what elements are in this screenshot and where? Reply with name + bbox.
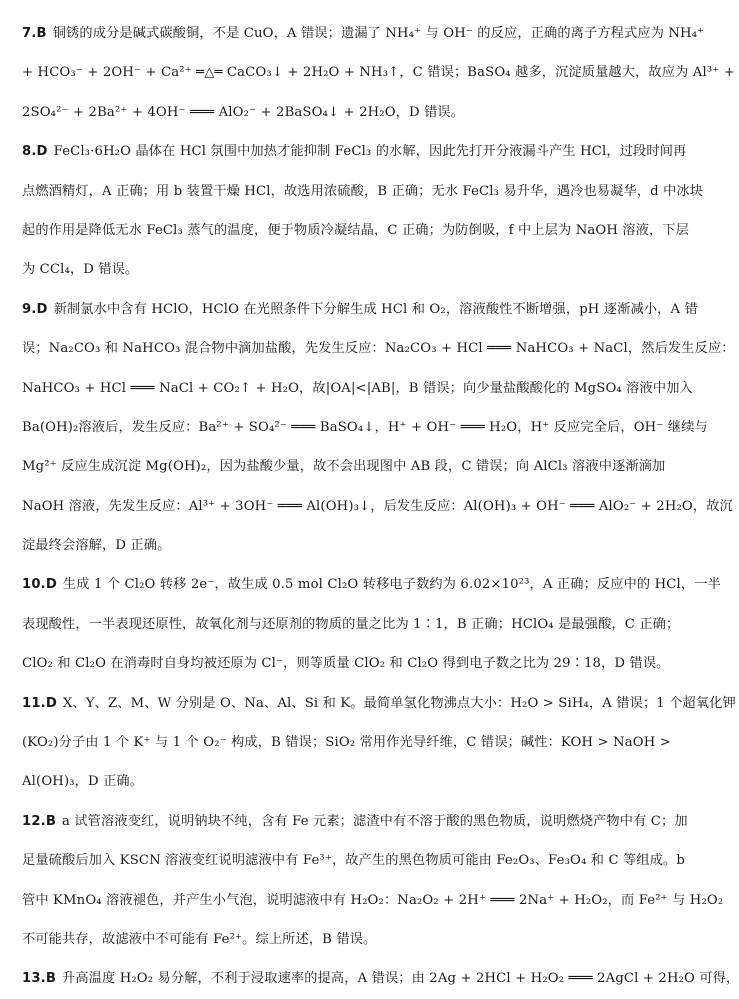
item-number: 10. [22, 577, 46, 593]
item-number: 7. [22, 26, 37, 41]
item-line [22, 684, 736, 723]
answer-item-7 [22, 14, 735, 132]
answer-item-12 [22, 802, 724, 960]
item-line [22, 959, 739, 998]
item-line: Al(OH)₃，D 正确。 [22, 774, 144, 790]
item-answer: B [45, 813, 57, 829]
item-line: 点燃酒精灯，A 正确；用 b 装置干燥 HCl，故选用浓硫酸，B 正确；无水 FeCl₃ 易升华，遇冷也易凝华，d 中冰块 [22, 183, 704, 199]
item-line: 误；Na₂CO₃ 和 NaHCO₃ 混合物中滴加盐酸，先发生反应：Na₂CO₃ + HCl ═══ NaHCO₃ + NaCl，然后发生反应： [22, 341, 735, 357]
item-line: 淀最终会溶解，D 正确。 [22, 538, 171, 554]
item-answer: D [36, 144, 48, 160]
item-text: FeCl₃·6H₂O 晶体在 HCl 氛围中加热才能抑制 FeCl₃ 的水解，因此先打开分液漏斗产生 HCl，过段时间再 [53, 144, 687, 160]
item-text: 新制氯水中含有 HClO，HClO 在光照条件下分解生成 HCl 和 O₂，溶液酸性不断增强，pH 逐渐减小，A 错 [53, 301, 698, 317]
item-line: 起的作用是降低无水 FeCl₃ 蒸气的温度，便于物质冷凝结晶，C 正确；为防倒吸，f 中上层为 NaOH 溶液，下层 [22, 222, 690, 238]
item-answer: D [36, 301, 48, 317]
item-line: 为 CCl₄，D 错误。 [22, 262, 139, 278]
item-line: Mg²⁺ 反应生成沉淀 Mg(OH)₂，因为盐酸少量，故不会出现图中 AB 段，C 错误；向 AlCl₃ 溶液中逐渐滴加 [22, 459, 666, 475]
answer-item-9 [22, 290, 735, 566]
item-line: 2SO₄²⁻ + 2Ba²⁺ + 4OH⁻ ═══ AlO₂⁻ + 2BaSO₄↓ + 2H₂O，D 错误。 [22, 104, 465, 120]
item-line: (KO₂)分子由 1 个 K⁺ 与 1 个 O₂⁻ 构成，B 错误；SiO₂ 常用作光导纤维，C 错误；碱性：KOH > NaOH > [22, 735, 671, 751]
item-text: a 试管溶液变红，说明钠块不纯，含有 Fe 元素；滤渣中有不溶于酸的黑色物质，说明燃烧产物中有 C；加 [62, 813, 688, 829]
item-line [22, 14, 705, 53]
answer-item-8 [22, 132, 704, 290]
item-line [22, 565, 721, 604]
item-line: + HCO₃⁻ + 2OH⁻ + Ca²⁺ ═△═ CaCO₃↓ + 2H₂O + NH₃↑，C 错误；BaSO₄ 越多，沉淀质量越大，故应为 Al³⁺ + [22, 65, 735, 81]
item-line: 不可能共存，故滤液中不可能有 Fe²⁺。综上所述，B 错误。 [22, 931, 377, 947]
item-line: ClO₂ 和 Cl₂O 在消毒时自身均被还原为 Cl⁻，则等质量 ClO₂ 和 Cl₂O 得到电子数之比为 29∶18，D 错误。 [22, 656, 670, 672]
item-number: 12. [22, 813, 46, 829]
item-line [22, 132, 687, 171]
item-line: NaOH 溶液，先发生反应：Al³⁺ + 3OH⁻ ═══ Al(OH)₃↓，后发生反应：Al(OH)₃ + OH⁻ ═══ AlO₂⁻ + 2H₂O，故沉 [22, 498, 733, 514]
item-number: 9. [22, 301, 37, 317]
item-line: 表现酸性，一半表现还原性，故氧化剂与还原剂的物质的量之比为 1∶1，B 正确；HClO₄ 是最强酸，C 正确； [22, 616, 680, 632]
item-line: 管中 KMnO₄ 溶液褪色，并产生小气泡，说明滤液中有 H₂O₂：Na₂O₂ + 2H⁺ ═══ 2Na⁺ + H₂O₂，而 Fe²⁺ 与 H₂O₂ [22, 892, 724, 908]
item-answer: D [45, 695, 57, 711]
item-line: 足量硫酸后加入 KSCN 溶液变红说明滤液中有 Fe³⁺，故产生的黑色物质可能由 Fe₂O₃、Fe₃O₄ 和 C 等组成。b [22, 853, 685, 869]
item-number: 11. [22, 695, 46, 711]
answer-item-10 [22, 565, 721, 683]
item-text: 升高温度 H₂O₂ 易分解，不利于浸取速率的提高，A 错误；由 2Ag + 2HCl + H₂O₂ ═══ 2AgCl + 2H₂O 可得， [62, 971, 739, 987]
answer-item-13 [22, 959, 739, 998]
item-line: NaHCO₃ + HCl ═══ NaCl + CO₂↑ + H₂O，故|OA|<|AB|，B 错误；向少量盐酸酸化的 MgSO₄ 溶液中加入 [22, 380, 693, 396]
answer-item-11 [22, 684, 736, 802]
item-line: Ba(OH)₂溶液后，发生反应：Ba²⁺ + SO₄²⁻ ═══ BaSO₄↓，H⁺ + OH⁻ ═══ H₂O，H⁺ 反应完全后，OH⁻ 继续与 [22, 419, 708, 435]
item-answer: B [45, 971, 57, 987]
item-number: 8. [22, 144, 37, 160]
item-line [22, 290, 698, 329]
item-text: 铜锈的成分是碱式碳酸铜，不是 CuO，A 错误；遗漏了 NH₄⁺ 与 OH⁻ 的反应，正确的离子方程式应为 NH₄⁺ [52, 26, 705, 41]
item-number: 13. [22, 971, 46, 987]
item-answer: B [36, 26, 47, 41]
item-answer: D [45, 577, 57, 593]
item-text: 生成 1 个 Cl₂O 转移 2e⁻，故生成 0.5 mol Cl₂O 转移电子数约为 6.02×10²³，A 正确；反应中的 HCl，一半 [62, 577, 721, 593]
item-text: X、Y、Z、M、W 分别是 O、Na、Al、Si 和 K。最简单氢化物沸点大小：H₂O > SiH₄，A 错误；1 个超氧化钾 [62, 695, 736, 711]
item-line [22, 802, 688, 841]
